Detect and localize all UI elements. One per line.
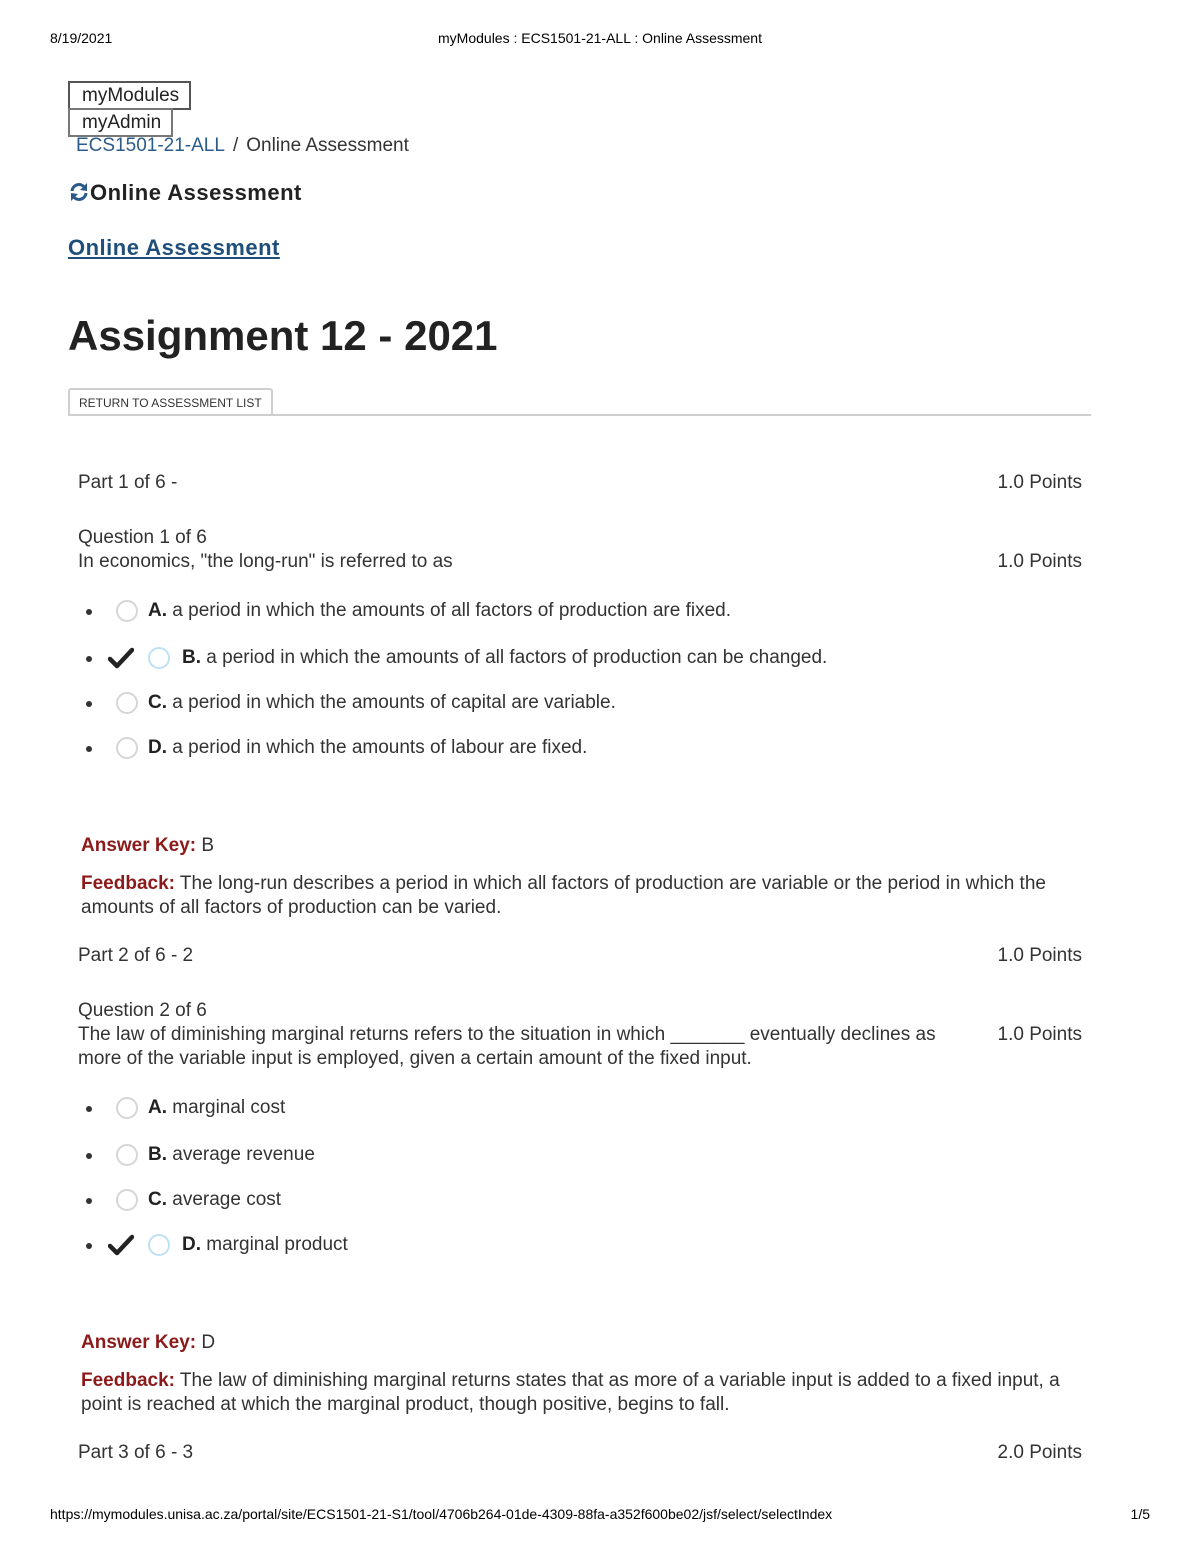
assessment-title: Assignment 12 - 2021 bbox=[68, 312, 498, 359]
print-page-title: myModules : ECS1501-21-ALL : Online Assessment bbox=[438, 30, 762, 46]
feedback-label: Feedback: bbox=[81, 873, 175, 894]
option-text-wrap bbox=[148, 1097, 285, 1119]
option-text-wrap bbox=[148, 600, 731, 622]
bullet bbox=[86, 656, 92, 662]
option-letter: C. bbox=[148, 1189, 167, 1210]
question-points: 1.0 Points bbox=[997, 551, 1082, 572]
bullet bbox=[86, 746, 92, 752]
radio-button[interactable] bbox=[116, 1189, 138, 1211]
question-points: 1.0 Points bbox=[997, 1024, 1082, 1045]
option-text-wrap bbox=[148, 692, 616, 714]
radio-button[interactable] bbox=[116, 600, 138, 622]
answer-key-value: D bbox=[201, 1332, 216, 1353]
option-text: a period in which the amounts of labour are fixed. bbox=[172, 737, 588, 758]
feedback-text: The long-run describes a period in which all factors of production are variable or the period in which the amounts of all factors of production can be varied. bbox=[81, 873, 1046, 918]
option-text: a period in which the amounts of all factors of production can be changed. bbox=[206, 647, 828, 668]
refresh-icon[interactable] bbox=[68, 181, 90, 203]
question-number: Question 2 of 6 bbox=[78, 1000, 207, 1021]
bullet bbox=[86, 1198, 92, 1204]
print-page-number: 1/5 bbox=[1130, 1506, 1150, 1522]
divider bbox=[68, 414, 1091, 416]
question-text: In economics, "the long-run" is referred to as bbox=[78, 551, 453, 572]
part-label: Part 3 of 6 - 3 bbox=[78, 1442, 194, 1463]
question-text: The law of diminishing marginal returns refers to the situation in which _______ eventually declines as more of the variable input is employed, given a certain amount of the fixed input. bbox=[78, 1024, 936, 1069]
part-header bbox=[78, 472, 1082, 494]
radio-button[interactable] bbox=[116, 1144, 138, 1166]
print-url: https://mymodules.unisa.ac.za/portal/site/ECS1501-21-S1/tool/4706b264-01de-4309-88fa-a352f600be02/jsf/select/selectIndex bbox=[50, 1506, 833, 1522]
answer-key-label: Answer Key: bbox=[81, 835, 197, 856]
checkmark-icon bbox=[108, 647, 134, 669]
breadcrumb bbox=[76, 135, 409, 157]
myadmin-button[interactable]: myAdmin bbox=[68, 108, 173, 137]
option-text: average revenue bbox=[172, 1144, 315, 1165]
option-text-wrap bbox=[148, 1189, 281, 1211]
option-letter: D. bbox=[148, 737, 167, 758]
feedback bbox=[81, 872, 1061, 920]
bullet bbox=[86, 1106, 92, 1112]
tool-link-online-assessment[interactable]: Online Assessment bbox=[68, 235, 280, 260]
bullet bbox=[86, 701, 92, 707]
option-text: a period in which the amounts of all factors of production are fixed. bbox=[172, 600, 731, 621]
bullet bbox=[86, 609, 92, 615]
return-to-list-button[interactable]: RETURN TO ASSESSMENT LIST bbox=[68, 388, 273, 416]
breadcrumb-site-link[interactable]: ECS1501-21-ALL bbox=[76, 135, 225, 156]
radio-button[interactable] bbox=[116, 692, 138, 714]
print-header bbox=[50, 30, 1150, 50]
part-points: 2.0 Points bbox=[997, 1442, 1082, 1463]
radio-button[interactable] bbox=[116, 1097, 138, 1119]
feedback-label: Feedback: bbox=[81, 1370, 175, 1391]
answer-key-value: B bbox=[201, 835, 215, 856]
option-letter: A. bbox=[148, 600, 167, 621]
option-letter: B. bbox=[148, 1144, 167, 1165]
checkmark-icon bbox=[108, 1234, 134, 1256]
breadcrumb-separator: / bbox=[232, 135, 239, 156]
breadcrumb-current: Online Assessment bbox=[246, 135, 409, 156]
question-number: Question 1 of 6 bbox=[78, 527, 207, 548]
answer-key-label: Answer Key: bbox=[81, 1332, 197, 1353]
part-header bbox=[78, 945, 1082, 967]
bullet bbox=[86, 1153, 92, 1159]
option-text: marginal product bbox=[206, 1234, 348, 1255]
radio-button[interactable] bbox=[148, 1234, 170, 1256]
tool-title bbox=[68, 180, 302, 206]
part-label: Part 1 of 6 - bbox=[78, 472, 178, 493]
option-text-wrap bbox=[148, 737, 587, 759]
bullet bbox=[86, 1243, 92, 1249]
option-letter: A. bbox=[148, 1097, 167, 1118]
radio-button[interactable] bbox=[116, 737, 138, 759]
option-letter: C. bbox=[148, 692, 167, 713]
part-points: 1.0 Points bbox=[997, 945, 1082, 966]
option-text: a period in which the amounts of capital are variable. bbox=[172, 692, 616, 713]
answer-key bbox=[81, 1332, 215, 1354]
option-text-wrap bbox=[182, 1234, 348, 1256]
part-points: 1.0 Points bbox=[997, 472, 1082, 493]
option-text: marginal cost bbox=[172, 1097, 286, 1118]
radio-button[interactable] bbox=[148, 647, 170, 669]
print-date: 8/19/2021 bbox=[50, 30, 113, 46]
option-text: average cost bbox=[172, 1189, 282, 1210]
option-letter: B. bbox=[182, 647, 201, 668]
part-header bbox=[78, 1442, 1082, 1464]
answer-key bbox=[81, 835, 214, 857]
option-text-wrap bbox=[148, 1144, 315, 1166]
part-label: Part 2 of 6 - 2 bbox=[78, 945, 194, 966]
feedback-text: The law of diminishing marginal returns states that as more of a variable input is added to a fixed input, a point is reached at which the marginal product, though positive, begins to fall. bbox=[81, 1370, 1060, 1415]
tool-title-text: Online Assessment bbox=[90, 180, 302, 205]
feedback bbox=[81, 1369, 1061, 1417]
option-text-wrap bbox=[182, 647, 827, 669]
option-letter: D. bbox=[182, 1234, 201, 1255]
mymodules-button[interactable]: myModules bbox=[68, 81, 191, 110]
